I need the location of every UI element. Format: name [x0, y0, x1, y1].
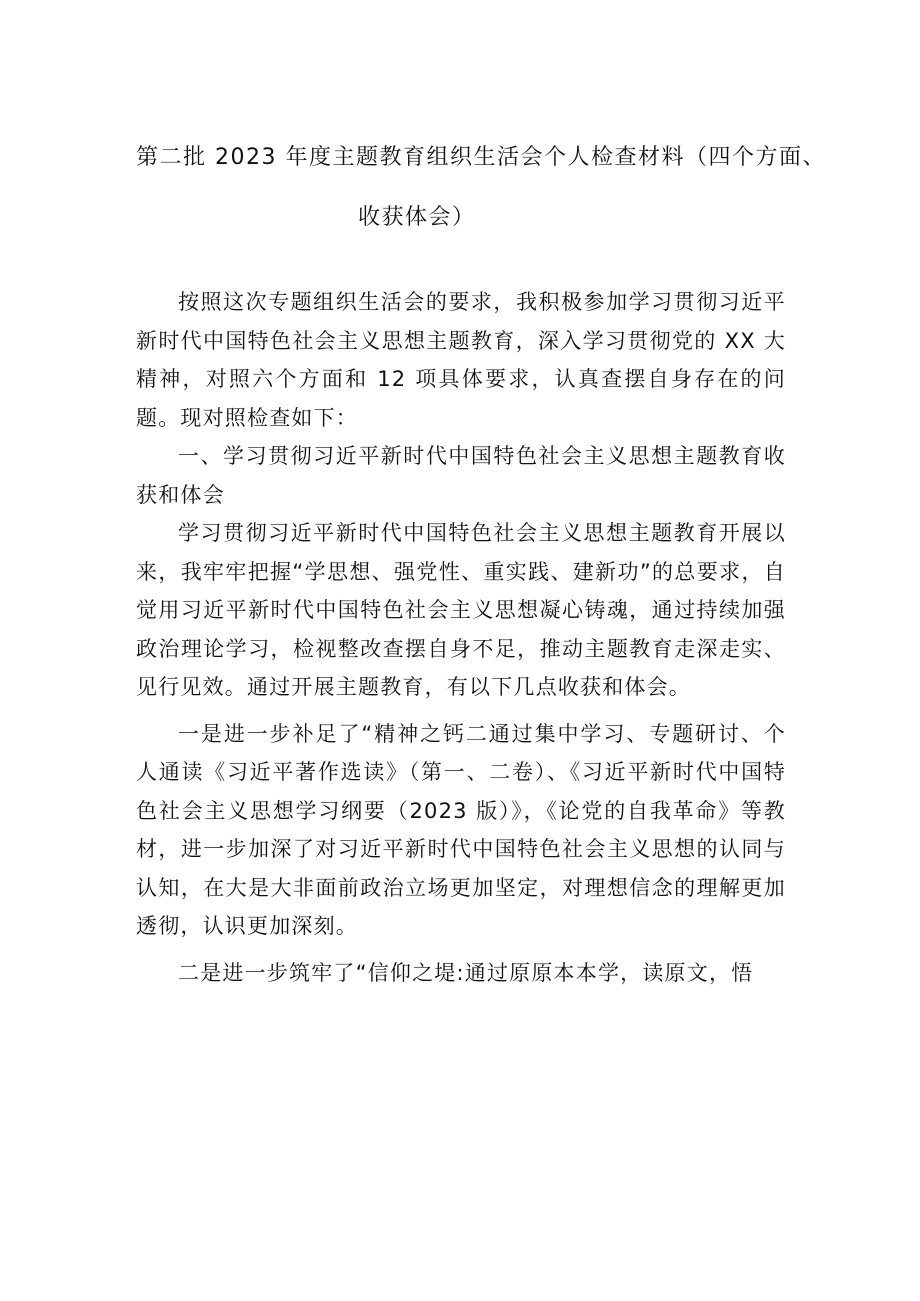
document-body — [136, 283, 786, 992]
paragraph-point-1: 一是进一步补足了“精神之钙二通过集中学习、专题研讨、个人通读《习近平著作选读》（第一、二卷）、《习近平新时代中国特色社会主义思想学习纲要（2023 版）》，《论党的自我革命》等教材，进一步加深了对习近平新时代中国特色社会主义思想的认同与认知，在大是大非面前政治立场更加坚定，对理想信念的理解更加透彻，认识更加深刻。 — [136, 721, 786, 938]
paragraph-point-2: 二是进一步筑牢了“信仰之堤:通过原原本本学，读原文，悟 — [178, 960, 754, 985]
section-heading-1: 一、学习贯彻习近平新时代中国特色社会主义思想主题教育收获和体会 — [136, 444, 786, 507]
document-title-line-2: 收获体会） — [358, 205, 476, 230]
document-title-line-1: 第二批 2023 年度主题教育组织生活会个人检查材料（四个方面、 — [136, 145, 826, 170]
paragraph-section-1-overview: 学习贯彻习近平新时代中国特色社会主义思想主题教育开展以来，我牢牢把握“学思想、强党性、重实践、建新功”的总要求，自觉用习近平新时代中国特色社会主义思想凝心铸魂，通过持续加强政治理论学习，检视整改查摆自身不足，推动主题教育走深走实、见行见效。通过开展主题教育，有以下几点收获和体会。 — [136, 521, 786, 699]
paragraph-intro: 按照这次专题组织生活会的要求，我积极参加学习贯彻习近平新时代中国特色社会主义思想主题教育，深入学习贯彻党的 XX 大精神，对照六个方面和 12 项具体要求，认真查摆自身存在的问题。现对照检查如下： — [136, 290, 786, 430]
